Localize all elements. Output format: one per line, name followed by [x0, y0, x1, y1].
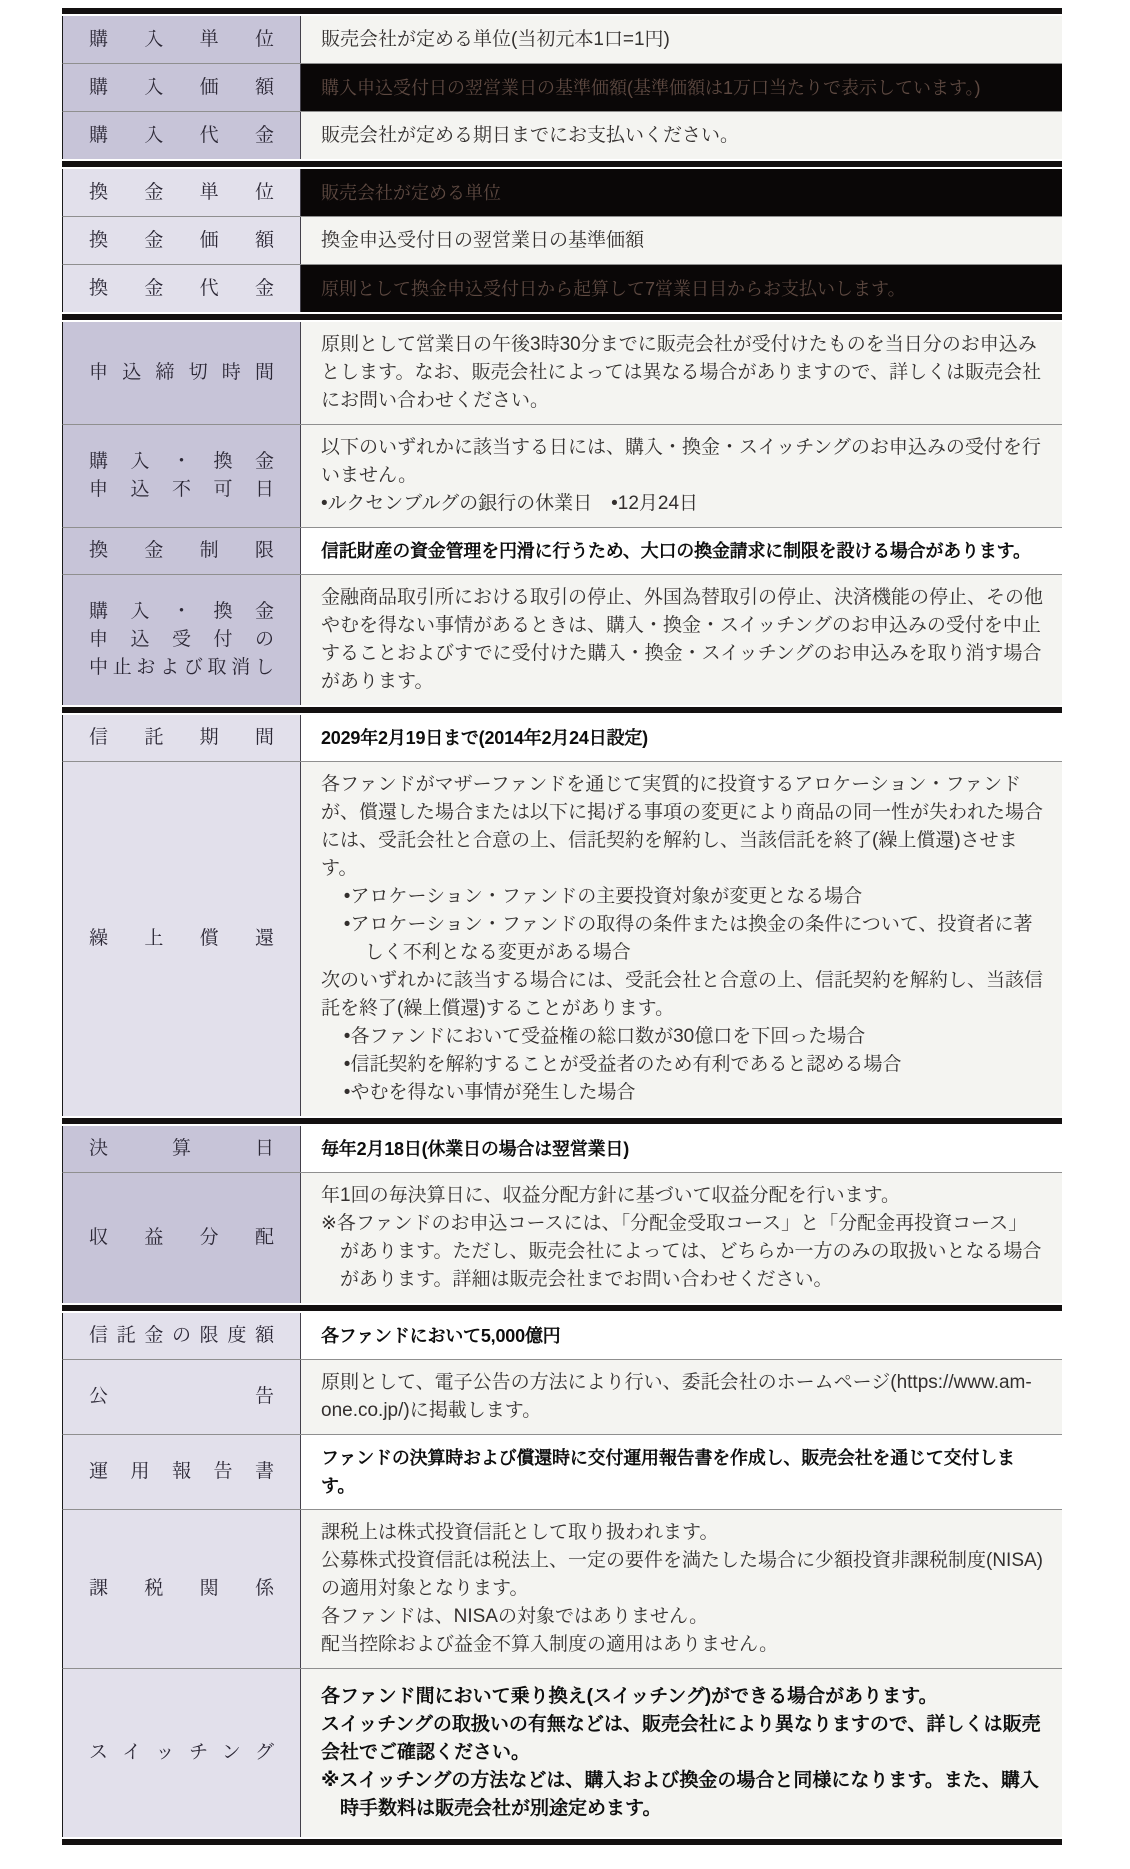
row-header: [63, 265, 301, 312]
table-row-purchase-payment: [62, 111, 1062, 159]
row-content-bullet: •アロケーション・ファンドの取得の条件または換金の条件について、投資者に著しく不利となる変更がある場合: [343, 914, 1033, 963]
table-row-application-cutoff-time: [62, 322, 1062, 424]
table-row-public-notice: [62, 1359, 1062, 1434]
row-content-text: 換金申込受付日の翌営業日の基準価額: [321, 229, 645, 251]
row-content: [301, 1669, 1062, 1837]
row-header: [63, 715, 301, 761]
table-row-switching: [62, 1668, 1062, 1837]
table-row-purchase-unit: [62, 16, 1062, 63]
row-header: [63, 64, 301, 111]
row-header: [63, 575, 301, 705]
row-header-line: 購入価額: [89, 76, 274, 98]
row-content-text: 原則として換金申込受付日から起算して7営業日目からお支払いします。: [321, 278, 906, 299]
table-row-taxation: [62, 1509, 1062, 1668]
row-header-line: スイッチング: [89, 1742, 274, 1763]
row-content-text: 毎年2月18日(休業日の場合は翌営業日): [321, 1139, 630, 1159]
row-header-line: 繰上償還: [89, 928, 274, 949]
row-header-line: 決算日: [89, 1138, 274, 1159]
row-header: [63, 16, 301, 63]
group-other-terms: [62, 1313, 1062, 1837]
row-header: [63, 1173, 301, 1303]
row-content: [301, 1173, 1062, 1303]
row-content-text: 年1回の毎決算日に、収益分配方針に基づいて収益分配を行います。: [321, 1185, 901, 1206]
row-content-text: 以下のいずれかに該当する日には、購入・換金・スイッチングのお申込みの受付を行いません。: [321, 437, 1041, 486]
row-header: [63, 425, 301, 527]
row-header: [63, 1510, 301, 1668]
row-content: [301, 112, 1062, 159]
row-header-line: 課税関係: [89, 1578, 274, 1599]
row-content-text: 購入申込受付日の翌営業日の基準価額(基準価額は1万口当たりで表示しています。): [321, 77, 981, 98]
row-content-text: 各ファンド間において乗り換え(スイッチング)ができる場合があります。: [321, 1686, 938, 1707]
table-row-trust-amount-limit: [62, 1313, 1062, 1359]
group-distribution: [62, 1126, 1062, 1303]
table-row-redemption-unit: [62, 169, 1062, 216]
group-separator: [62, 1305, 1062, 1311]
row-header-line: 運用報告書: [89, 1461, 274, 1482]
row-content: [301, 169, 1062, 216]
row-content: [301, 425, 1062, 527]
row-header-line: 申込不可日: [89, 479, 274, 500]
group-separator: [62, 161, 1062, 167]
row-header-line: 換金単位: [89, 181, 274, 203]
row-content-text: 原則として営業日の午後3時30分までに販売会社が受付けたものを当日分のお申込みとします。なお、販売会社によっては異なる場合がありますので、詳しくは販売会社にお問い合わせください。: [321, 334, 1042, 411]
table-row-purchase-price: [62, 63, 1062, 111]
row-content-text: 金融商品取引所における取引の停止、外国為替取引の停止、決済機能の停止、その他やむを得ない事情があるときは、購入・換金・スイッチングのお申込みの受付を中止することおよびすでに受付けた購入・換金・スイッチングのお申込みを取り消す場合があります。: [321, 587, 1044, 692]
row-content-text: 各ファンドにおいて5,000億円: [321, 1326, 561, 1346]
fund-terms-table: [62, 8, 1062, 1845]
row-header-line: 購入・換金: [89, 601, 274, 622]
row-header-line: 換金価額: [89, 229, 274, 251]
row-content-text: 販売会社が定める単位: [321, 182, 501, 203]
row-header: [63, 169, 301, 216]
row-header-line: 購入単位: [89, 28, 274, 50]
row-content-text: 販売会社が定める期日までにお支払いください。: [321, 124, 740, 146]
group-application: [62, 322, 1062, 705]
group-redemption: [62, 169, 1062, 312]
row-content: [301, 1360, 1062, 1434]
row-header-line: 中止および取消し: [89, 657, 274, 678]
row-content: [301, 575, 1062, 705]
row-header-line: 収益分配: [89, 1227, 274, 1248]
row-content-note: ※各ファンドのお申込コースには、「分配金受取コース」と「分配金再投資コース」があります。ただし、販売会社によっては、どちらか一方のみの取扱いとなる場合があります。詳細は販売会社までお問い合わせください。: [321, 1213, 1042, 1290]
table-row-application-suspension: [62, 574, 1062, 705]
row-content: [301, 1126, 1062, 1172]
row-content: [301, 64, 1062, 111]
row-content: [301, 1510, 1062, 1668]
row-header-line: 購入・換金: [89, 451, 274, 472]
row-content-text: •ルクセンブルグの銀行の休業日 •12月24日: [321, 493, 699, 514]
row-content-bullet: •信託契約を解約することが受益者のため有利であると認める場合: [343, 1054, 902, 1075]
group-purchase: [62, 16, 1062, 159]
row-header: [63, 1669, 301, 1837]
row-header: [63, 762, 301, 1116]
row-content-text: 各ファンドは、NISAの対象ではありません。: [321, 1606, 709, 1627]
row-header: [63, 1360, 301, 1434]
row-content-text: 配当控除および益金不算入制度の適用はありません。: [321, 1634, 779, 1655]
row-header-line: 公告: [89, 1386, 274, 1407]
row-content: [301, 1435, 1062, 1509]
row-header: [63, 322, 301, 424]
row-content: [301, 715, 1062, 761]
table-row-trust-period: [62, 715, 1062, 761]
row-content-text: ファンドの決算時および償還時に交付運用報告書を作成し、販売会社を通じて交付します。: [321, 1448, 1015, 1496]
table-row-redemption-price: [62, 216, 1062, 264]
row-content: [301, 528, 1062, 574]
row-content: [301, 1313, 1062, 1359]
row-content-text: 公募株式投資信託は税法上、一定の要件を満たした場合に少額投資非課税制度(NISA)の適用対象となります。: [321, 1550, 1044, 1599]
group-trust-period: [62, 715, 1062, 1116]
row-header-line: 信託金の限度額: [89, 1325, 274, 1346]
row-content-bullet: •各ファンドにおいて受益権の総口数が30億口を下回った場合: [343, 1026, 866, 1047]
row-content-text: 原則として、電子公告の方法により行い、委託会社のホームページ(https://www.am-one.co.jp/)に掲載します。: [321, 1372, 1032, 1421]
row-content-text: 課税上は株式投資信託として取り扱われます。: [321, 1522, 719, 1543]
row-content: [301, 322, 1062, 424]
table-bottom-border: [62, 1839, 1062, 1845]
row-content: [301, 265, 1062, 312]
row-content-text: 各ファンドがマザーファンドを通じて実質的に投資するアロケーション・ファンドが、償還した場合または以下に掲げる事項の変更により商品の同一性が失われた場合には、受託会社と合意の上、信託契約を解約し、当該信託を終了(繰上償還)させます。: [321, 774, 1044, 879]
row-content-bullet: •やむを得ない事情が発生した場合: [343, 1082, 636, 1103]
row-content: [301, 16, 1062, 63]
table-row-redemption-payment: [62, 264, 1062, 312]
row-header-line: 換金代金: [89, 277, 274, 299]
table-row-early-redemption: [62, 761, 1062, 1116]
row-header: [63, 217, 301, 264]
table-row-redemption-restriction: [62, 527, 1062, 574]
row-content-note: ※スイッチングの方法などは、購入および換金の場合と同様になります。また、購入時手数料は販売会社が別途定めます。: [321, 1770, 1039, 1819]
row-content-text: 販売会社が定める単位(当初元本1口=1円): [321, 28, 670, 50]
row-content: [301, 217, 1062, 264]
row-header-line: 購入代金: [89, 124, 274, 146]
table-top-border: [62, 8, 1062, 14]
row-header-line: 換金制限: [89, 540, 274, 561]
table-row-application-unavailable-days: [62, 424, 1062, 527]
row-header-line: 申込締切時間: [89, 362, 274, 383]
row-header: [63, 112, 301, 159]
row-content-text: 2029年2月19日まで(2014年2月24日設定): [321, 728, 648, 748]
group-separator: [62, 1118, 1062, 1124]
row-header: [63, 1313, 301, 1359]
table-row-income-distribution: [62, 1172, 1062, 1303]
row-content-text: スイッチングの取扱いの有無などは、販売会社により異なりますので、詳しくは販売会社でご確認ください。: [321, 1714, 1041, 1763]
row-header: [63, 1435, 301, 1509]
row-content-text: 次のいずれかに該当する場合には、受託会社と合意の上、信託契約を解約し、当該信託を終了(繰上償還)することがあります。: [321, 970, 1044, 1019]
row-content-bullet: •アロケーション・ファンドの主要投資対象が変更となる場合: [343, 886, 863, 907]
group-separator: [62, 314, 1062, 320]
row-header-line: 信託期間: [89, 727, 274, 748]
row-content: [301, 762, 1062, 1116]
row-header: [63, 528, 301, 574]
group-separator: [62, 707, 1062, 713]
table-row-management-report: [62, 1434, 1062, 1509]
row-header: [63, 1126, 301, 1172]
row-content-text: 信託財産の資金管理を円滑に行うため、大口の換金請求に制限を設ける場合があります。: [321, 541, 1031, 561]
table-row-settlement-date: [62, 1126, 1062, 1172]
row-header-line: 申込受付の: [89, 629, 274, 650]
